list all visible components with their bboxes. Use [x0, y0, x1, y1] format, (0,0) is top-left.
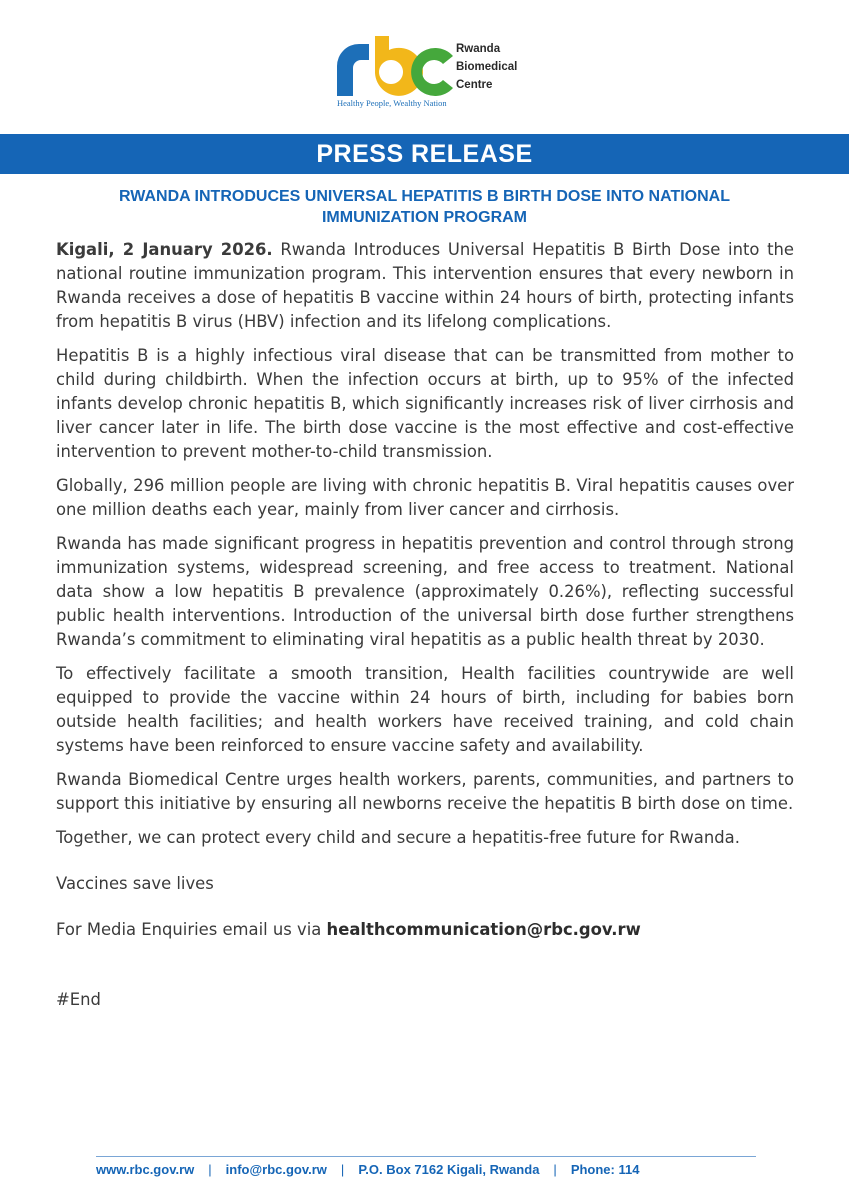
logo-letter-r: [337, 44, 369, 96]
end-marker: #End: [56, 990, 101, 1009]
paragraph-transition: To effectively facilitate a smooth transition, Health facilities countrywide are well equipped to provide the vaccine within 24 hours of birth, including for babies born outside health facilities; and health workers have received training, and cold chain systems have been reinforced to ensure vaccine safety and availability.: [56, 664, 794, 755]
footer-separator: |: [208, 1162, 212, 1177]
footer-address: P.O. Box 7162 Kigali, Rwanda: [358, 1162, 540, 1177]
spacer: [56, 860, 794, 872]
paragraph-call-to-action: Rwanda Biomedical Centre urges health workers, parents, communities, and partners to support this initiative by ensuring all newborns receive the hepatitis B birth dose on time.: [56, 770, 794, 813]
media-enquiries: [56, 918, 794, 942]
tagline: Healthy People, Wealthy Nation: [337, 98, 447, 108]
headline: RWANDA INTRODUCES UNIVERSAL HEPATITIS B BIRTH DOSE INTO NATIONAL IMMUNIZATION PROGRAM: [119, 188, 730, 226]
article-body: [56, 238, 794, 1022]
media-enquiries-label: For Media Enquiries email us via: [56, 920, 327, 939]
organization-name: [456, 40, 556, 94]
footer: [96, 1162, 756, 1177]
slogan: Vaccines save lives: [56, 874, 214, 893]
footer-separator: |: [553, 1162, 557, 1177]
spacer: [56, 952, 794, 988]
press-release-banner: PRESS RELEASE: [0, 134, 849, 174]
footer-website-link[interactable]: www.rbc.gov.rw: [96, 1162, 195, 1177]
paragraph-progress: Rwanda has made significant progress in hepatitis prevention and control through strong immunization systems, widespread screening, and free access to treatment. National data show a low hepatitis B prevalence (approximately 0.26%), reflecting successful public health interventions. Introduction of the universal birth dose further strengthens Rwanda’s commitment to eliminating viral hepatitis as a public health threat by 2030.: [56, 534, 794, 649]
footer-email-link[interactable]: info@rbc.gov.rw: [225, 1162, 327, 1177]
footer-phone: Phone: 114: [570, 1162, 640, 1177]
org-name-line-2: Biomedical: [456, 61, 518, 73]
rbc-logo-mark: [335, 36, 455, 98]
org-name-line-1: Rwanda: [456, 43, 501, 55]
footer-divider: [96, 1156, 756, 1157]
paragraph-global: Globally, 296 million people are living with chronic hepatitis B. Viral hepatitis causes over one million deaths each year, mainly from liver cancer and cirrhosis.: [56, 476, 794, 519]
paragraph-together: Together, we can protect every child and secure a hepatitis-free future for Rwanda.: [56, 828, 740, 847]
paragraph-intro: [56, 238, 794, 334]
paragraph-intro-text: Rwanda Introduces Universal Hepatitis B Birth Dose into the national routine immunization program. This intervention ensures that every newborn in Rwanda receives a dose of hepatitis B vaccine within 24 hours of birth, protecting infants from hepatitis B virus (HBV) infection and its lifelong complications.: [56, 240, 794, 331]
org-name-line-3: Centre: [456, 79, 493, 91]
dateline: Kigali, 2 January 2026.: [56, 240, 273, 259]
media-email-link[interactable]: healthcommunication@rbc.gov.rw: [326, 920, 641, 939]
logo-letter-c: [411, 48, 453, 96]
spacer: [56, 906, 794, 918]
paragraph-disease: Hepatitis B is a highly infectious viral disease that can be transmitted from mother to child during childbirth. When the infection occurs at birth, up to 95% of the infected infants develop chronic hepatitis B, which significantly increases risk of liver cirrhosis and liver cancer later in life. The birth dose vaccine is the most effective and cost-effective intervention to prevent mother-to-child transmission.: [56, 346, 794, 461]
footer-separator: |: [340, 1162, 345, 1177]
